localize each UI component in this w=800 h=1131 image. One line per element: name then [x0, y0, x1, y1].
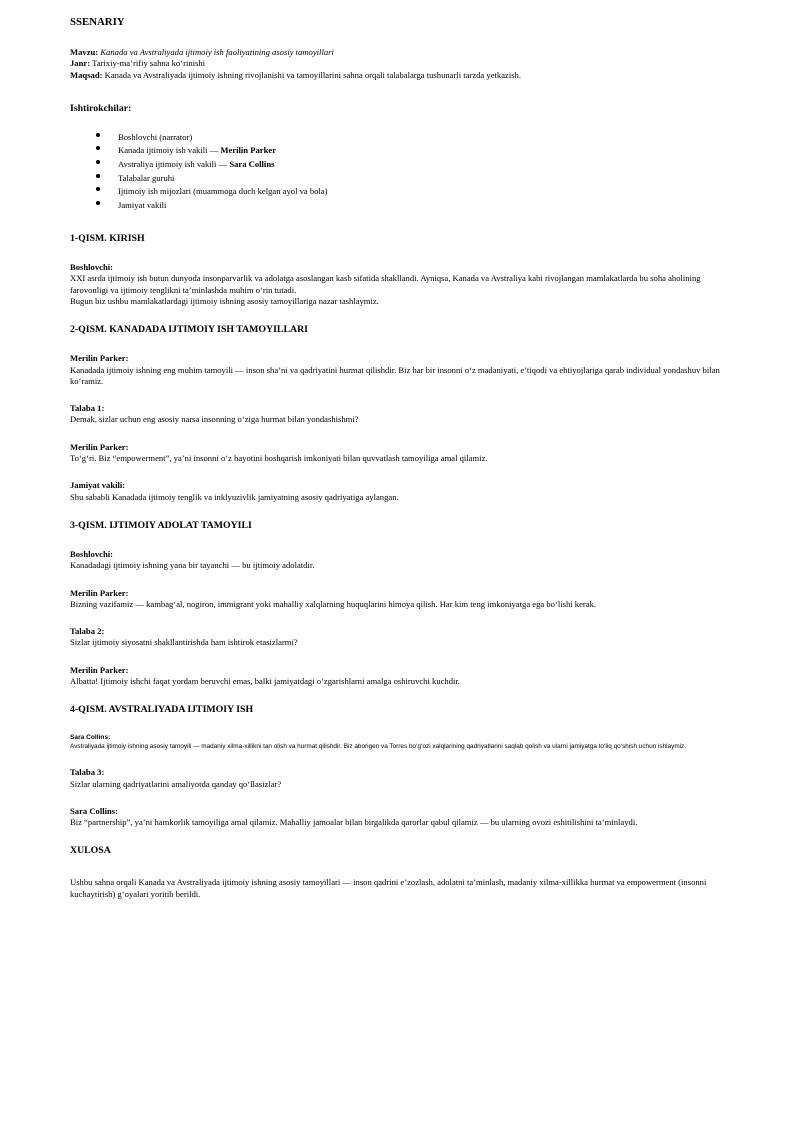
- dialogue-line: [70, 665, 738, 688]
- participant-item: Kanada ijtimoiy ish vakili — Merilin Parker: [94, 144, 738, 156]
- dialogue-line: [70, 626, 738, 649]
- speaker-name: Merilin Parker:: [70, 441, 129, 452]
- dialogue-line: [70, 442, 738, 465]
- speech-text: Shu sababli Kanadada ijtimoiy tenglik va inklyuzivlik jamiyatning asosiy qadriyatiga aylangan.: [70, 491, 399, 502]
- section-heading: 1-QISM. KIRISH: [70, 233, 145, 245]
- dialogue-line: [70, 806, 738, 829]
- section-adolat: [70, 519, 738, 687]
- speech-text-extra: Bugun biz ushbu mamlakatlardagi ijtimoiy ishning asosiy tamoyillariga nazar tashlaymiz.: [70, 295, 379, 306]
- speaker-name: Merilin Parker:: [70, 353, 129, 364]
- speech-text: Sizlar ularning qadriyatlarini amaliyotda qanday qo‘llasizlar?: [70, 778, 282, 789]
- dialogue-line: [70, 549, 738, 572]
- section-xulosa: [70, 844, 738, 900]
- document-title: SSENARIY: [70, 16, 125, 28]
- speech-text: Kanadadagi ijtimoiy ishning yana bir tayanchi — bu ijtimoiy adolatdir.: [70, 560, 315, 571]
- speech-text: Biz “partnership”, ya’ni hamkorlik tamoyiliga amal qilamiz. Mahalliy jamoalar bilan birgalikda qarorlar qabul qilamiz — bu ularning ovozi eshitilishini ta’minlaydi.: [70, 817, 638, 828]
- speaker-name: Talaba 2:: [70, 626, 105, 637]
- meta-maqsad: [70, 70, 738, 81]
- participant-item: Boshlovchi (narrator): [94, 131, 738, 143]
- speaker-name: Sara Collins:: [70, 805, 118, 816]
- speech-text: Kanadada ijtimoiy ishning eng muhim tamoyili — inson sha’ni va qadriyatini hurmat qilishdir. Biz har bir insonni o‘z madaniyati, e’tiqodi va ehtiyojlariga qarab individual yondashuv bilan ko‘ramiz.: [70, 364, 720, 386]
- participant-item: Ijtimoiy ish mijozlari (muammoga duch kelgan ayol va bola): [94, 185, 738, 197]
- participants-heading: Ishtirokchilar:: [70, 102, 132, 114]
- section-kanada: [70, 323, 738, 503]
- maqsad-value: Kanada va Avstraliyada ijtimoiy ishning rivojlanishi va tamoyillarini sahna orqali talabalarga tushunarli tarzda yetkazish.: [104, 69, 522, 80]
- dialogue-line: [70, 588, 738, 611]
- speaker-name: Talaba 1:: [70, 403, 105, 414]
- dialogue-line: [70, 767, 738, 790]
- janr-value: Tarixiy-ma’rifiy sahna ko‘rinishi: [92, 58, 206, 69]
- speech-text: XXI asrda ijtimoiy ish butun dunyoda insonparvarlik va adolatga asoslangan kasb sifatida shakllandi. Ayniqsa, Kanada va Avstraliya kabi rivojlangan mamlakatlarda bu soha aholining farovonligi va ijtimoiy tenglikni ta’minlashda muhim o‘rin tutadi.: [70, 273, 701, 295]
- maqsad-label: Maqsad:: [70, 69, 103, 80]
- speaker-name: Sara Collins:: [70, 734, 111, 742]
- speaker-name: Merilin Parker:: [70, 664, 129, 675]
- participant-item: Jamiyat vakili: [94, 199, 738, 211]
- speaker-name: Boshlovchi:: [70, 548, 113, 559]
- document-page: [70, 15, 738, 900]
- janr-label: Janr:: [70, 58, 91, 69]
- section-heading: 4-QISM. AVSTRALIYADA IJTIMOIY ISH: [70, 704, 254, 716]
- meta-block: [70, 47, 738, 81]
- conclusion-heading: XULOSA: [70, 845, 111, 857]
- speaker-name: Merilin Parker:: [70, 587, 129, 598]
- dialogue-line: [70, 403, 738, 426]
- speech-text: Sizlar ijtimoiy siyosatni shakllantirishda ham ishtirok etasizlarmi?: [70, 637, 298, 648]
- mavzu-value: Kanada va Avstraliyada ijtimoiy ish faoliyatining asosiy tamoyillari: [100, 47, 334, 57]
- dialogue-line: [70, 353, 738, 387]
- dialogue-line: [70, 262, 738, 307]
- section-heading: 2-QISM. KANADADA IJTIMOIY ISH TAMOYILLARI: [70, 324, 308, 336]
- speaker-name: Jamiyat vakili:: [70, 480, 126, 491]
- dialogue-line: [70, 480, 738, 503]
- mavzu-label: Mavzu:: [70, 47, 99, 57]
- dialogue-line: [70, 733, 738, 751]
- meta-janr: [70, 58, 738, 69]
- section-avstraliya: [70, 703, 738, 828]
- speaker-name: Boshlovchi:: [70, 262, 113, 273]
- section-kirish: [70, 232, 738, 307]
- participant-item: Talabalar guruhi: [94, 172, 738, 184]
- conclusion-text: Ushbu sahna orqali Kanada va Avstraliyada ijtimoiy ishning asosiy tamoyillari — inson qadrini e’zozlash, adolatni ta’minlash, madaniy xilma-xillikka hurmat va empowerment (insonni kuchaytirish) g‘oyalari yoritib berildi.: [70, 877, 707, 899]
- speech-text: Bizning vazifamiz — kambag‘al, nogiron, immigrant yoki mahalliy xalqlarning huquqlarini himoya qilish. Har kim teng imkoniyatga ega bo‘lishi kerak.: [70, 598, 597, 609]
- speaker-name: Talaba 3:: [70, 767, 105, 778]
- speech-text: To‘g‘ri. Biz “empowerment”, ya’ni insonni o‘z hayotini boshqarish imkoniyati bilan quvvatlash tamoyiliga amal qilamiz.: [70, 453, 488, 464]
- participant-item: Avstraliya ijtimoiy ish vakili — Sara Collins: [94, 158, 738, 170]
- speech-text: Albatta! Ijtimoiy ishchi faqat yordam beruvchi emas, balki jamiyatdagi o‘zgarishlarni amalga oshiruvchi kuchdir.: [70, 676, 460, 686]
- section-heading: 3-QISM. IJTIMOIY ADOLAT TAMOYILI: [70, 519, 252, 531]
- speech-text: Demak, sizlar uchun eng asosiy narsa insonning o‘ziga hurmat bilan yondashishmi?: [70, 414, 359, 425]
- meta-mavzu: [70, 47, 738, 58]
- speech-text: Avstraliyada ijtimoiy ishning asosiy tamoyili — madaniy xilma-xillikni tan olish va hurmat qilishdir. Biz aborigen va Torres bo‘g‘ozi xalqlarining qadriyatlarini saqlab qolish va ularni jamiyatga to‘liq qo‘shish uchun ishlaymiz.: [70, 743, 687, 751]
- participants-list: [70, 131, 738, 211]
